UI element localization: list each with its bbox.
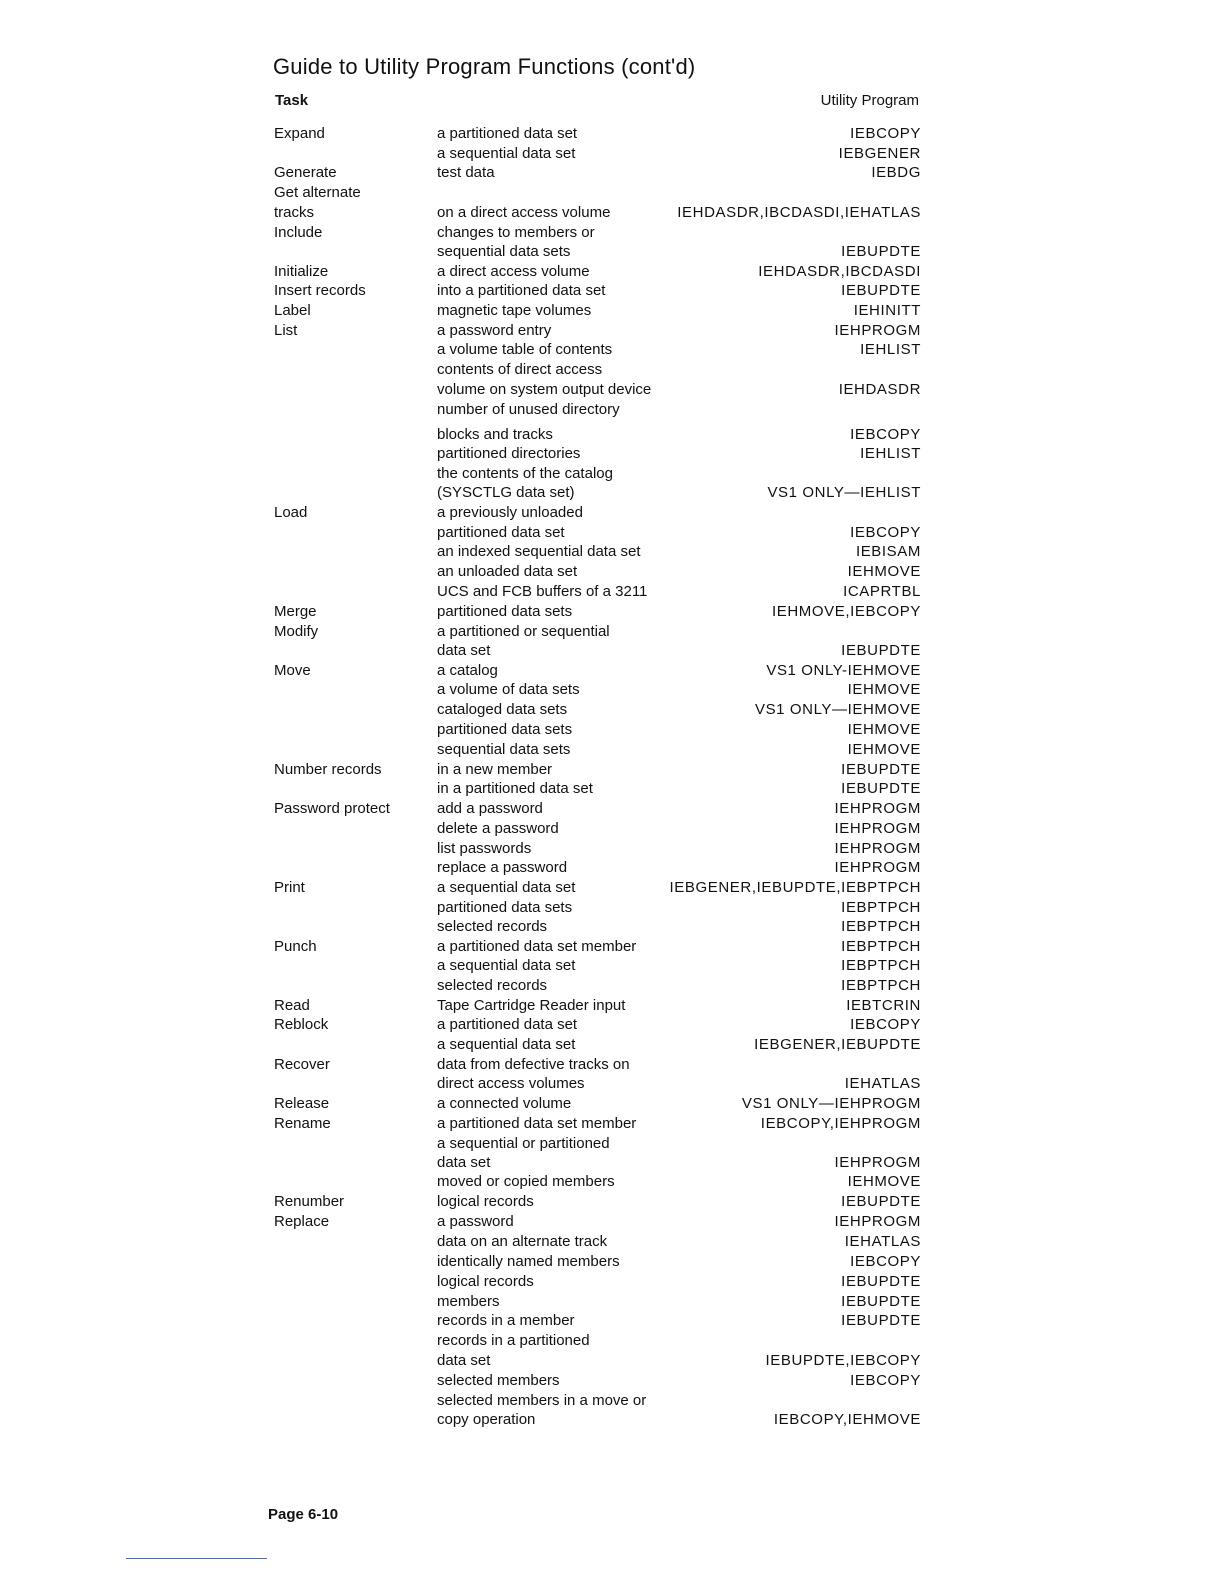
description-cell: selected members in a move or xyxy=(437,1392,647,1409)
footer-rule xyxy=(126,1558,267,1559)
table-row xyxy=(0,444,1224,464)
table-row xyxy=(0,1371,1224,1391)
table-row xyxy=(0,281,1224,301)
utility-program-cell: IEBUPDTE xyxy=(841,761,921,778)
description-cell: sequential data sets xyxy=(437,243,571,260)
utility-program-cell: IEBUPDTE xyxy=(841,243,921,260)
utility-program-cell: VS1 ONLY-IEHMOVE xyxy=(766,662,921,679)
description-cell: (SYSCTLG data set) xyxy=(437,484,575,501)
description-cell: data on an alternate track xyxy=(437,1233,608,1250)
table-row xyxy=(0,464,1224,484)
description-cell: a previously unloaded xyxy=(437,504,583,521)
utility-program-cell: IEBCOPY xyxy=(850,1372,921,1389)
table-row xyxy=(0,223,1224,243)
utility-program-cell: IEBUPDTE xyxy=(841,1273,921,1290)
description-cell: partitioned directories xyxy=(437,445,581,462)
table-row xyxy=(0,380,1224,400)
utility-program-cell: IEHDASDR,IBCDASDI xyxy=(758,263,921,280)
description-cell: selected members xyxy=(437,1372,560,1389)
table-row xyxy=(0,720,1224,740)
description-cell: a catalog xyxy=(437,662,498,679)
task-cell: Label xyxy=(274,302,311,319)
utility-program-cell: IEBPTPCH xyxy=(841,938,921,955)
table-row xyxy=(0,503,1224,523)
task-cell: Punch xyxy=(274,938,317,955)
utility-program-cell: IEHMOVE xyxy=(847,741,921,758)
utility-program-cell: IEHPROGM xyxy=(834,1213,921,1230)
utility-program-cell: IEHMOVE xyxy=(847,563,921,580)
utility-program-cell: IEBDG xyxy=(871,164,921,181)
utility-program-cell: IEBCOPY xyxy=(850,1253,921,1270)
table-row xyxy=(0,641,1224,661)
description-cell: copy operation xyxy=(437,1411,536,1428)
utility-program-cell: IEHPROGM xyxy=(834,840,921,857)
utility-program-cell: IEHDASDR xyxy=(838,381,921,398)
description-cell: an unloaded data set xyxy=(437,563,578,580)
utility-program-cell: IEHLIST xyxy=(860,341,921,358)
task-cell: Release xyxy=(274,1095,330,1112)
utility-program-cell: ICAPRTBL xyxy=(843,583,921,600)
task-cell: Load xyxy=(274,504,308,521)
description-cell: add a password xyxy=(437,800,543,817)
description-cell: blocks and tracks xyxy=(437,426,553,443)
description-cell: records in a member xyxy=(437,1312,575,1329)
task-cell: Reblock xyxy=(274,1016,329,1033)
description-cell: in a partitioned data set xyxy=(437,780,593,797)
description-cell: a connected volume xyxy=(437,1095,572,1112)
table-row xyxy=(0,898,1224,918)
utility-program-cell: VS1 ONLY—IEHPROGM xyxy=(741,1095,921,1112)
table-row xyxy=(0,523,1224,543)
utility-program-cell: IEHMOVE xyxy=(847,681,921,698)
table-row xyxy=(0,878,1224,898)
table-row xyxy=(0,996,1224,1016)
utility-program-cell: IEHLIST xyxy=(860,445,921,462)
utility-program-cell: IEBCOPY xyxy=(850,1016,921,1033)
table-row xyxy=(0,760,1224,780)
description-cell: contents of direct access xyxy=(437,361,603,378)
table-row xyxy=(0,321,1224,341)
table-row xyxy=(0,1331,1224,1351)
utility-program-cell: IEBCOPY,IEHMOVE xyxy=(773,1411,921,1428)
task-cell: Merge xyxy=(274,603,317,620)
task-cell: Insert records xyxy=(274,282,366,299)
table-row xyxy=(0,1055,1224,1075)
table-row xyxy=(0,661,1224,681)
description-cell: test data xyxy=(437,164,495,181)
utility-program-cell: IEBUPDTE xyxy=(841,780,921,797)
table-row xyxy=(0,779,1224,799)
description-cell: changes to members or xyxy=(437,224,595,241)
description-cell: replace a password xyxy=(437,859,568,876)
utility-program-cell: VS1 ONLY—IEHMOVE xyxy=(754,701,921,718)
table-row xyxy=(0,163,1224,183)
description-cell: UCS and FCB buffers of a 3211 xyxy=(437,583,648,600)
utility-program-cell: IEHPROGM xyxy=(834,859,921,876)
description-cell: the contents of the catalog xyxy=(437,465,613,482)
description-cell: number of unused directory xyxy=(437,401,620,418)
table-row xyxy=(0,1035,1224,1055)
description-cell: a password entry xyxy=(437,322,552,339)
task-cell: Modify xyxy=(274,623,319,640)
utility-program-cell: VS1 ONLY—IEHLIST xyxy=(767,484,921,501)
table-row xyxy=(0,799,1224,819)
description-cell: a sequential data set xyxy=(437,1036,576,1053)
table-row xyxy=(0,562,1224,582)
description-cell: selected records xyxy=(437,918,548,935)
utility-program-cell: IEHMOVE,IEBCOPY xyxy=(771,603,921,620)
table-row xyxy=(0,183,1224,203)
utility-program-cell: IEBUPDTE xyxy=(841,1293,921,1310)
utility-program-cell: IEHATLAS xyxy=(844,1233,921,1250)
task-cell: Move xyxy=(274,662,311,679)
table-row xyxy=(0,483,1224,503)
utility-program-cell: IEBCOPY,IEHPROGM xyxy=(760,1115,921,1132)
table-row xyxy=(0,542,1224,562)
table-row xyxy=(0,1015,1224,1035)
table-row xyxy=(0,700,1224,720)
table-row xyxy=(0,242,1224,262)
utility-program-cell: IEHMOVE xyxy=(847,721,921,738)
description-cell: direct access volumes xyxy=(437,1075,585,1092)
table-row xyxy=(0,1172,1224,1192)
description-cell: delete a password xyxy=(437,820,559,837)
utility-program-cell: IEHPROGM xyxy=(834,1154,921,1171)
table-row xyxy=(0,1232,1224,1252)
task-cell: Recover xyxy=(274,1056,330,1073)
column-header-utility-program: Utility Program xyxy=(820,92,919,109)
table-row xyxy=(0,1391,1224,1411)
description-cell: an indexed sequential data set xyxy=(437,543,641,560)
task-cell: tracks xyxy=(274,204,315,221)
table-row xyxy=(0,1252,1224,1272)
utility-program-cell: IEHATLAS xyxy=(844,1075,921,1092)
description-cell: a partitioned data set xyxy=(437,125,578,142)
description-cell: partitioned data set xyxy=(437,524,565,541)
table-row xyxy=(0,425,1224,445)
table-row xyxy=(0,124,1224,144)
task-cell: Password protect xyxy=(274,800,390,817)
description-cell: a partitioned or sequential xyxy=(437,623,610,640)
description-cell: a partitioned data set member xyxy=(437,1115,637,1132)
task-cell: Get alternate xyxy=(274,184,361,201)
task-cell: Number records xyxy=(274,761,382,778)
table-row xyxy=(0,819,1224,839)
utility-program-cell: IEBISAM xyxy=(855,543,921,560)
description-cell: in a new member xyxy=(437,761,553,778)
utility-program-cell: IEBCOPY xyxy=(850,125,921,142)
table-row xyxy=(0,956,1224,976)
table-row xyxy=(0,1311,1224,1331)
description-cell: a sequential data set xyxy=(437,957,576,974)
task-cell: Include xyxy=(274,224,323,241)
description-cell: cataloged data sets xyxy=(437,701,568,718)
table-row xyxy=(0,740,1224,760)
description-cell: partitioned data sets xyxy=(437,899,573,916)
description-cell: partitioned data sets xyxy=(437,603,573,620)
utility-program-cell: IEBPTPCH xyxy=(841,957,921,974)
task-cell: Generate xyxy=(274,164,337,181)
task-cell: Renumber xyxy=(274,1193,345,1210)
utility-program-cell: IEHDASDR,IBCDASDI,IEHATLAS xyxy=(677,204,921,221)
table-row xyxy=(0,839,1224,859)
table-row xyxy=(0,1292,1224,1312)
utility-program-cell: IEBGENER xyxy=(838,145,921,162)
description-cell: Tape Cartridge Reader input xyxy=(437,997,626,1014)
table-row xyxy=(0,1134,1224,1154)
table-row xyxy=(0,680,1224,700)
task-cell: Initialize xyxy=(274,263,329,280)
table-row xyxy=(0,340,1224,360)
description-cell: identically named members xyxy=(437,1253,620,1270)
utility-program-cell: IEHMOVE xyxy=(847,1173,921,1190)
description-cell: on a direct access volume xyxy=(437,204,611,221)
utility-program-cell: IEHPROGM xyxy=(834,322,921,339)
description-cell: a sequential data set xyxy=(437,879,576,896)
table-row xyxy=(0,1351,1224,1371)
description-cell: data set xyxy=(437,1154,491,1171)
table-row xyxy=(0,917,1224,937)
table-row xyxy=(0,858,1224,878)
task-cell: Expand xyxy=(274,125,325,142)
table-row xyxy=(0,1212,1224,1232)
description-cell: moved or copied members xyxy=(437,1173,615,1190)
description-cell: members xyxy=(437,1293,500,1310)
description-cell: a sequential data set xyxy=(437,145,576,162)
table-row xyxy=(0,1192,1224,1212)
table-row xyxy=(0,976,1224,996)
description-cell: partitioned data sets xyxy=(437,721,573,738)
table-row xyxy=(0,582,1224,602)
utility-program-cell: IEBUPDTE,IEBCOPY xyxy=(765,1352,921,1369)
task-cell: Read xyxy=(274,997,310,1014)
table-row xyxy=(0,937,1224,957)
description-cell: a volume table of contents xyxy=(437,341,613,358)
description-cell: a password xyxy=(437,1213,514,1230)
description-cell: sequential data sets xyxy=(437,741,571,758)
table-row xyxy=(0,1074,1224,1094)
description-cell: list passwords xyxy=(437,840,532,857)
description-cell: data set xyxy=(437,1352,491,1369)
description-cell: a sequential or partitioned xyxy=(437,1135,610,1152)
utility-program-cell: IEHPROGM xyxy=(834,800,921,817)
description-cell: a direct access volume xyxy=(437,263,590,280)
page-title: Guide to Utility Program Functions (cont'd) xyxy=(273,54,696,79)
table-row xyxy=(0,1153,1224,1173)
table-row xyxy=(0,360,1224,380)
table-row xyxy=(0,400,1224,420)
description-cell: volume on system output device xyxy=(437,381,652,398)
utility-program-cell: IEHINITT xyxy=(853,302,921,319)
utility-program-cell: IEHPROGM xyxy=(834,820,921,837)
table-row xyxy=(0,1272,1224,1292)
table-row xyxy=(0,1410,1224,1430)
utility-program-cell: IEBCOPY xyxy=(850,524,921,541)
task-cell: List xyxy=(274,322,298,339)
description-cell: selected records xyxy=(437,977,548,994)
utility-program-cell: IEBTCRIN xyxy=(846,997,921,1014)
utility-program-cell: IEBPTPCH xyxy=(841,899,921,916)
description-cell: logical records xyxy=(437,1273,534,1290)
table-row xyxy=(0,602,1224,622)
table-row xyxy=(0,144,1224,164)
task-cell: Replace xyxy=(274,1213,330,1230)
description-cell: records in a partitioned xyxy=(437,1332,590,1349)
table-row xyxy=(0,1114,1224,1134)
description-cell: data set xyxy=(437,642,491,659)
table-row xyxy=(0,203,1224,223)
description-cell: data from defective tracks on xyxy=(437,1056,630,1073)
description-cell: a volume of data sets xyxy=(437,681,580,698)
table-row xyxy=(0,1094,1224,1114)
utility-program-cell: IEBUPDTE xyxy=(841,642,921,659)
page-number: Page 6-10 xyxy=(268,1506,339,1523)
utility-program-cell: IEBCOPY xyxy=(850,426,921,443)
description-cell: into a partitioned data set xyxy=(437,282,606,299)
utility-program-cell: IEBUPDTE xyxy=(841,282,921,299)
description-cell: logical records xyxy=(437,1193,534,1210)
table-row xyxy=(0,262,1224,282)
table-row xyxy=(0,622,1224,642)
task-cell: Print xyxy=(274,879,305,896)
utility-program-cell: IEBGENER,IEBUPDTE xyxy=(754,1036,921,1053)
column-header-task: Task xyxy=(275,92,309,109)
description-cell: a partitioned data set xyxy=(437,1016,578,1033)
task-cell: Rename xyxy=(274,1115,331,1132)
description-cell: magnetic tape volumes xyxy=(437,302,592,319)
utility-program-cell: IEBPTPCH xyxy=(841,977,921,994)
utility-program-cell: IEBUPDTE xyxy=(841,1312,921,1329)
utility-program-cell: IEBPTPCH xyxy=(841,918,921,935)
utility-program-cell: IEBGENER,IEBUPDTE,IEBPTPCH xyxy=(669,879,921,896)
description-cell: a partitioned data set member xyxy=(437,938,637,955)
utility-program-cell: IEBUPDTE xyxy=(841,1193,921,1210)
table-row xyxy=(0,301,1224,321)
